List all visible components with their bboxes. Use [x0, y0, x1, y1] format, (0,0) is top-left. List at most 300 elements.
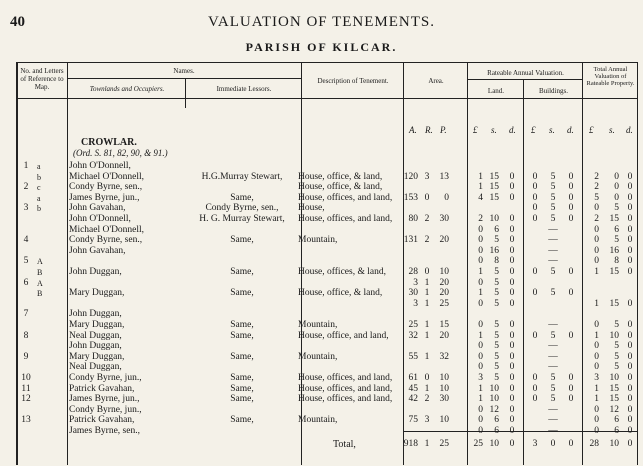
land-pence: 0	[509, 330, 515, 341]
ref-number: 10	[21, 373, 31, 383]
unit-perches: P.	[440, 125, 447, 135]
ref-number: 1	[23, 161, 29, 171]
tenement-description: House, office, and land,	[298, 330, 389, 341]
bld-pounds: 0	[532, 192, 538, 203]
land-pence: 0	[509, 341, 515, 352]
area-acres: 30	[408, 288, 418, 299]
total-pence: 0	[627, 224, 633, 235]
occupier-name: James Byrne, jun.,	[69, 192, 140, 203]
land-pence: 0	[509, 192, 515, 203]
total-grand-pounds: 28	[589, 439, 599, 449]
land-shillings: 6	[494, 426, 499, 436]
total-shillings: 5	[614, 320, 619, 330]
total-label: Total,	[333, 439, 356, 450]
occupier-name: Condy Byrne, sen.,	[69, 235, 143, 246]
total-perches: 25	[439, 439, 449, 449]
land-pounds: 0	[478, 256, 483, 267]
area-acres: 25	[408, 320, 418, 330]
total-shillings: 0	[614, 171, 619, 182]
ref-letter: b	[37, 172, 41, 182]
bld-shillings: —	[548, 404, 558, 415]
total-shillings: 8	[614, 256, 619, 267]
tenement-description: House, offices, and land,	[298, 394, 393, 405]
occupier-name: Michael O'Donnell,	[69, 224, 145, 235]
table-row	[17, 373, 638, 384]
area-acres: 75	[408, 415, 418, 426]
bld-shillings: —	[548, 256, 558, 267]
land-shillings: 6	[494, 224, 499, 235]
lessor-name: Same,	[230, 351, 254, 362]
table-row	[17, 267, 638, 278]
land-pounds: 2	[478, 214, 483, 224]
land-shillings: 12	[489, 404, 499, 415]
land-pounds: 1	[478, 288, 483, 299]
bld-shillings: —	[548, 235, 558, 246]
total-pounds: 1	[594, 330, 599, 341]
table-row	[17, 341, 638, 352]
total-pounds: 0	[594, 362, 599, 373]
table-row	[17, 278, 638, 289]
table-row	[17, 172, 638, 183]
occupier-name: Condy Byrne, sen.,	[69, 182, 143, 193]
total-pounds: 0	[594, 320, 599, 330]
total-pence: 0	[627, 373, 633, 383]
ref-letter: c	[37, 183, 41, 193]
lessor-name: Condy Byrne, sen.,	[205, 203, 279, 214]
land-pounds: 1	[478, 182, 483, 193]
area-roods: 3	[424, 171, 430, 182]
header-rateable: Rateable Annual Valuation.	[487, 69, 564, 77]
header-description: Description of Tenement.	[317, 77, 389, 85]
tenement-description: House, office, & land,	[298, 182, 383, 193]
ordnance-sheet-ref: (Ord. S. 81, 82, 90, & 91.)	[73, 148, 168, 158]
bld-pence: 0	[568, 182, 574, 193]
total-pence: 0	[627, 351, 633, 362]
land-shillings: 5	[494, 330, 499, 341]
total-shillings: 6	[614, 224, 619, 235]
bld-pounds: 0	[532, 182, 538, 193]
total-shillings: 15	[609, 214, 619, 224]
tenement-description: House, offices, and land,	[298, 192, 393, 203]
table-row	[17, 309, 638, 320]
unit-roods: R.	[425, 125, 433, 135]
ref-number: 9	[23, 351, 29, 362]
unit-bld-pence: d.	[567, 125, 574, 135]
area-acres: 42	[408, 394, 418, 405]
land-shillings: 5	[494, 320, 499, 330]
occupier-name: Michael O'Donnell,	[69, 171, 145, 182]
bld-pence: 0	[568, 203, 574, 214]
bld-pence: 0	[568, 288, 574, 299]
occupier-name: John Duggan,	[69, 309, 122, 320]
total-shillings: 5	[614, 341, 619, 352]
total-pounds: 0	[594, 415, 599, 426]
area-perches: 30	[439, 394, 449, 405]
bld-shillings: 5	[550, 267, 556, 277]
bld-shillings: —	[548, 415, 558, 426]
land-shillings: 10	[489, 214, 499, 224]
land-shillings: 16	[489, 245, 499, 256]
bld-pence: 0	[568, 171, 574, 182]
ref-number: 5	[23, 256, 29, 267]
total-acres: 918	[403, 439, 418, 449]
total-pence: 0	[627, 362, 633, 373]
land-shillings: 6	[494, 415, 499, 426]
header-total: Total Annual Valuation of Rateable Property.	[586, 66, 635, 87]
bld-shillings: 5	[550, 383, 556, 394]
table-row	[17, 193, 638, 204]
total-shillings: 6	[614, 415, 619, 426]
area-perches: 32	[439, 351, 449, 362]
bld-pounds: 0	[532, 330, 538, 341]
land-shillings: 8	[494, 256, 499, 267]
ref-number: 8	[23, 330, 29, 341]
area-roods: 1	[424, 330, 430, 341]
land-pounds: 0	[478, 351, 483, 362]
parish-subtitle: PARISH OF KILCAR.	[245, 40, 398, 54]
total-shillings: 0	[614, 192, 619, 203]
bld-shillings: 5	[550, 192, 556, 203]
table-row	[17, 182, 638, 193]
bld-shillings: —	[548, 426, 558, 436]
occupier-name: John Gavahan,	[69, 245, 126, 256]
total-pounds: 1	[594, 298, 599, 309]
land-pence: 0	[509, 415, 515, 426]
land-pence: 0	[509, 277, 515, 288]
ref-number: 13	[21, 415, 31, 426]
bld-pounds: 0	[532, 267, 538, 277]
ref-letter: b	[37, 204, 41, 214]
tenement-description: Mountain,	[298, 320, 338, 330]
land-pounds: 0	[478, 245, 483, 256]
area-roods: 2	[424, 394, 430, 405]
table-row	[17, 203, 638, 214]
lessor-name: Same,	[230, 320, 254, 330]
tenement-description: Mountain,	[298, 235, 338, 246]
total-pence: 0	[627, 404, 633, 415]
total-land-shillings: 10	[489, 439, 499, 449]
total-shillings: 0	[614, 182, 619, 193]
total-pence: 0	[627, 383, 633, 394]
land-pence: 0	[509, 214, 515, 224]
total-pence: 0	[627, 256, 633, 267]
area-roods: 1	[424, 383, 430, 394]
land-pounds: 1	[478, 171, 483, 182]
occupier-name: Neal Duggan,	[69, 330, 122, 341]
total-shillings: 15	[609, 267, 619, 277]
land-shillings: 5	[494, 341, 499, 352]
land-pounds: 0	[478, 341, 483, 352]
occupier-name: James Byrne, jun.,	[69, 394, 140, 405]
occupier-name: Mary Duggan,	[69, 288, 125, 299]
page-number: 40	[10, 14, 25, 30]
bld-shillings: —	[548, 224, 558, 235]
total-pounds: 0	[594, 351, 599, 362]
land-pence: 0	[509, 404, 515, 415]
area-acres: 131	[403, 235, 418, 246]
land-shillings: 15	[489, 192, 499, 203]
ref-number: 2	[23, 182, 29, 193]
area-roods: 0	[424, 267, 430, 277]
lessor-name: Same,	[230, 192, 254, 203]
area-roods: 0	[424, 373, 430, 383]
total-shillings: 16	[609, 245, 619, 256]
area-perches: 15	[439, 320, 449, 330]
unit-bld-shillings: s.	[549, 125, 555, 135]
total-pence: 0	[627, 214, 633, 224]
area-acres: 61	[408, 373, 418, 383]
total-grand-pence: 0	[627, 439, 633, 449]
land-shillings: 5	[494, 351, 499, 362]
total-shillings: 6	[614, 426, 619, 436]
header-land: Land.	[487, 87, 505, 95]
total-land-pounds: 25	[473, 439, 483, 449]
area-perches: 10	[439, 373, 449, 383]
total-pounds: 0	[594, 224, 599, 235]
land-pounds: 1	[478, 267, 483, 277]
unit-bld-pounds: £	[531, 125, 536, 135]
ref-number: 11	[21, 383, 31, 394]
area-acres: 55	[408, 351, 418, 362]
table-row	[17, 362, 638, 373]
total-pence: 0	[627, 415, 633, 426]
land-shillings: 5	[494, 373, 499, 383]
area-acres: 3	[413, 277, 418, 288]
total-pence: 0	[627, 426, 633, 436]
total-shillings: 5	[614, 362, 619, 373]
total-pence: 0	[627, 203, 633, 214]
tenement-description: Mountain,	[298, 351, 338, 362]
unit-land-pence: d.	[509, 125, 516, 135]
header-lessors: Immediate Lessors.	[216, 85, 272, 93]
bld-pounds: 0	[532, 171, 538, 182]
total-shillings: 5	[614, 351, 619, 362]
unit-total-pence: d.	[626, 125, 633, 135]
total-pounds: 2	[594, 171, 599, 182]
ref-letter: B	[37, 289, 43, 299]
total-bld-pounds: 3	[532, 439, 538, 449]
total-pence: 0	[627, 320, 633, 330]
unit-total-shillings: s.	[609, 125, 615, 135]
total-row	[17, 439, 638, 450]
land-pence: 0	[509, 267, 515, 277]
land-pence: 0	[509, 320, 515, 330]
land-shillings: 5	[494, 288, 499, 299]
lessor-name: Same,	[230, 394, 254, 405]
table-row	[17, 299, 638, 310]
area-roods: 3	[424, 415, 430, 426]
total-pence: 0	[627, 235, 633, 246]
total-pounds: 2	[594, 182, 599, 193]
lessor-name: Same,	[230, 330, 254, 341]
land-pence: 0	[509, 256, 515, 267]
area-acres: 32	[408, 330, 418, 341]
bld-shillings: —	[548, 351, 558, 362]
land-pounds: 1	[478, 330, 483, 341]
land-pounds: 1	[478, 383, 483, 394]
bld-pounds: 0	[532, 288, 538, 299]
area-perches: 10	[439, 267, 449, 277]
bld-pence: 0	[568, 330, 574, 341]
total-shillings: 15	[609, 298, 619, 309]
table-row	[17, 288, 638, 299]
land-pounds: 0	[478, 320, 483, 330]
bld-shillings: 5	[550, 394, 556, 405]
table-row	[17, 426, 638, 437]
tenement-description: House, office, & land,	[298, 288, 383, 299]
land-pounds: 4	[478, 192, 483, 203]
total-pence: 0	[627, 171, 633, 182]
bld-shillings: —	[548, 245, 558, 256]
area-acres: 120	[403, 171, 418, 182]
occupier-name: Condy Byrne, jun.,	[69, 373, 142, 383]
occupier-name: Mary Duggan,	[69, 320, 125, 330]
total-pounds: 1	[594, 394, 599, 405]
land-shillings: 10	[489, 383, 499, 394]
occupier-name: Patrick Gavahan,	[69, 415, 135, 426]
land-pounds: 0	[478, 298, 483, 309]
table-row	[17, 352, 638, 363]
occupier-name: Mary Duggan,	[69, 351, 125, 362]
ref-number: 12	[21, 394, 31, 405]
total-shillings: 5	[614, 235, 619, 246]
bld-pence: 0	[568, 394, 574, 405]
land-shillings: 5	[494, 235, 499, 246]
bld-pence: 0	[568, 267, 574, 277]
table-row	[17, 394, 638, 405]
total-shillings: 5	[614, 203, 619, 214]
total-land-pence: 0	[509, 439, 515, 449]
land-pence: 0	[509, 426, 515, 436]
tenement-description: House,	[298, 203, 325, 214]
bld-shillings: —	[548, 362, 558, 373]
land-shillings: 5	[494, 277, 499, 288]
area-perches: 13	[439, 171, 449, 182]
total-pounds: 1	[594, 383, 599, 394]
ref-number: 4	[23, 235, 29, 246]
bld-shillings: —	[548, 320, 558, 330]
header-townlands: Townlands and Occupiers.	[89, 85, 165, 93]
bld-shillings: 5	[550, 330, 556, 341]
header-buildings: Buildings.	[539, 87, 568, 95]
total-bld-shillings: 0	[550, 439, 556, 449]
tenement-description: House, offices, and land,	[298, 383, 393, 394]
bld-pounds: 0	[532, 373, 538, 383]
total-pence: 0	[627, 341, 633, 352]
area-roods: 1	[424, 351, 430, 362]
occupier-name: Neal Duggan,	[69, 362, 122, 373]
page-title: VALUATION OF TENEMENTS.	[207, 14, 436, 30]
tenement-description: House, offices, and land,	[298, 373, 393, 383]
ref-number: 7	[23, 309, 29, 320]
unit-land-shillings: s.	[491, 125, 497, 135]
bld-shillings: 5	[550, 203, 556, 214]
bld-pence: 0	[568, 192, 574, 203]
area-roods: 1	[424, 288, 430, 299]
area-perches: 0	[444, 192, 449, 203]
lessor-name: Same,	[230, 267, 254, 277]
area-roods: 1	[424, 320, 430, 330]
total-shillings: 10	[609, 330, 619, 341]
occupier-name: John Gavahan,	[69, 203, 126, 214]
table-row	[17, 384, 638, 395]
lessor-name: Same,	[230, 373, 254, 383]
table-row	[17, 256, 638, 267]
table-row	[17, 320, 638, 331]
area-acres: 153	[403, 192, 418, 203]
ref-number: 3	[23, 203, 29, 214]
land-pounds: 3	[478, 373, 483, 383]
total-pounds: 5	[594, 192, 599, 203]
land-pounds: 0	[478, 277, 483, 288]
land-shillings: 5	[494, 362, 499, 373]
area-acres: 45	[408, 383, 418, 394]
bld-shillings: 5	[550, 214, 556, 224]
land-shillings: 15	[489, 182, 499, 193]
land-pounds: 1	[478, 394, 483, 405]
occupier-name: John Duggan,	[69, 341, 122, 352]
area-roods: 1	[424, 277, 430, 288]
bld-shillings: 5	[550, 182, 556, 193]
total-pounds: 0	[594, 235, 599, 246]
land-pence: 0	[509, 245, 515, 256]
land-pence: 0	[509, 235, 515, 246]
land-pounds: 0	[478, 235, 483, 246]
table-row	[17, 415, 638, 426]
lessor-name: Same,	[230, 415, 254, 426]
land-pence: 0	[509, 362, 515, 373]
bld-pounds: 0	[532, 203, 538, 214]
bld-shillings: 5	[550, 373, 556, 383]
land-pence: 0	[509, 171, 515, 182]
occupier-name: John Duggan,	[69, 267, 122, 277]
area-perches: 20	[439, 277, 449, 288]
tenement-description: House, offices, and land,	[298, 214, 393, 224]
table-row	[17, 214, 638, 225]
valuation-table	[16, 62, 638, 465]
ref-letter: a	[37, 162, 41, 171]
land-pounds: 0	[478, 426, 483, 436]
total-roods: 1	[424, 439, 430, 449]
land-pence: 0	[509, 351, 515, 362]
land-pence: 0	[509, 298, 515, 309]
area-roods: 1	[424, 298, 430, 309]
area-perches: 20	[439, 235, 449, 246]
unit-acres: A.	[409, 125, 417, 135]
total-shillings: 12	[609, 404, 619, 415]
total-pounds: 0	[594, 426, 599, 436]
bld-shillings: 5	[550, 171, 556, 182]
land-pence: 0	[509, 288, 515, 299]
ref-number: 6	[23, 277, 29, 288]
table-row	[17, 331, 638, 342]
area-perches: 25	[439, 298, 449, 309]
lessor-name: Same,	[230, 288, 254, 299]
land-pounds: 0	[478, 362, 483, 373]
tenement-description: Mountain,	[298, 415, 338, 426]
occupier-name: John O'Donnell,	[69, 214, 131, 224]
unit-total-pounds: £	[589, 125, 594, 135]
area-perches: 30	[439, 214, 449, 224]
total-pounds: 0	[594, 203, 599, 214]
bld-pounds: 0	[532, 383, 538, 394]
bld-pence: 0	[568, 214, 574, 224]
ref-letter: A	[37, 257, 43, 267]
occupier-name: Condy Byrne, jun.,	[69, 404, 142, 415]
land-pence: 0	[509, 182, 515, 193]
lessor-name: H.G.Murray Stewart,	[201, 171, 283, 182]
tenement-description: House, office, & land,	[298, 171, 383, 182]
